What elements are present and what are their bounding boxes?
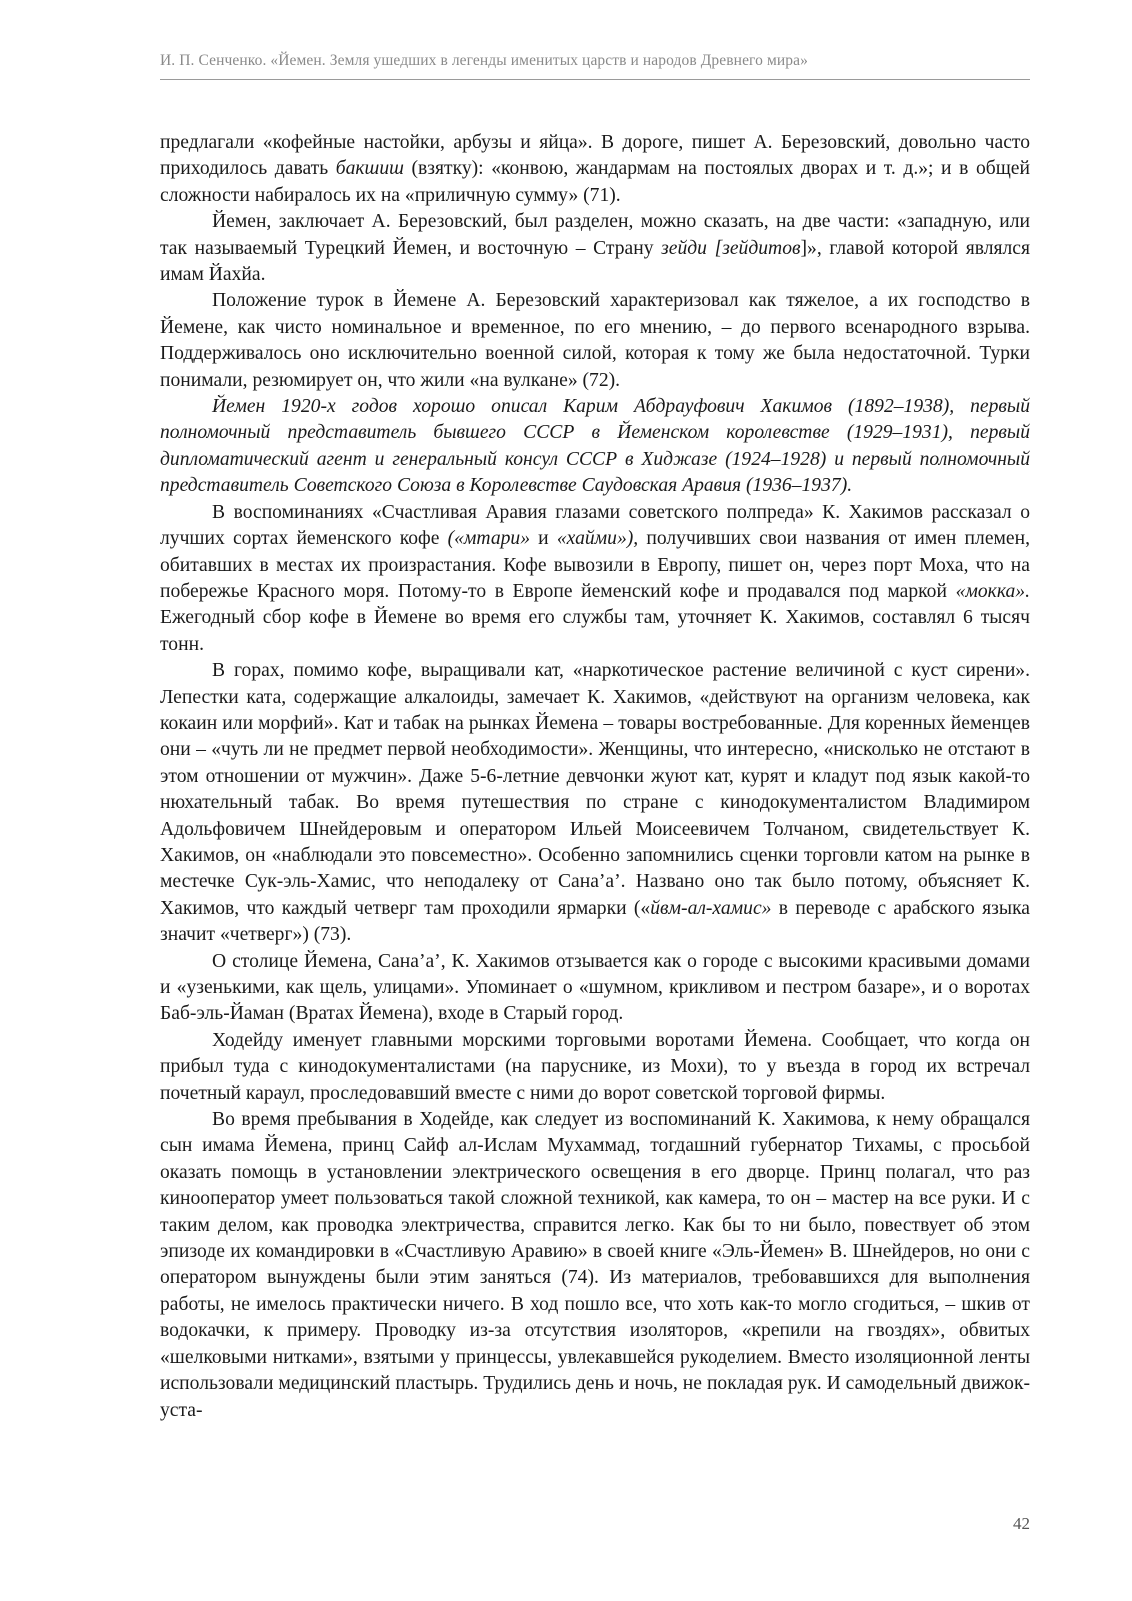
text-run: получивших свои названия от имен племен, обитавших в местах их произрастания. Кофе вывозили в Европу, пишет он, через порт Моха, что на побережье Красного моря. Потому-то в Европе йеменский кофе и продавался под маркой: [160, 528, 1030, 602]
text-run: и: [530, 528, 557, 550]
text-run: Во время пребывания в Ходейде, как следует из воспоминаний К. Хакимова, к нему обращался сын имама Йемена, принц Сайф ал-Ислам Мухаммад, тогдашний губернатор Тихамы, с просьбой оказать помощь в установлении электрического освещения в его дворце. Принц полагал, что раз кинооператор умеет пользоваться такой сложной техникой, как камера, то он – мастер на все руки. И с таким делом, как проводка электричества, справится легко. Как бы то ни было, повествует об этом эпизоде их командировки в «Счастливую Аравию» в своей книге «Эль-Йемен» В. Шнейдеров, но они с оператором вынуждены были этим заняться (74). Из материалов, требовавшихся для выполнения работы, не имелось практически ничего. В ход пошло все, что хоть как-то могло сгодиться, – шкив от водокачки, к примеру. Проводку из-за отсутствия изоляторов, «крепили на гвоздях», обвитых «шелковыми нитками», взятыми у принцессы, увлекавшейся рукоделием. Вместо изоляционной ленты использовали медицинский пластырь. Трудились день и ночь, не покладая рук. И самодельный движок-уста-: [160, 1109, 1030, 1421]
text-run: предлагали «кофейные настойки, арбузы и яйца». В дороге, пишет А. Березовский, довольно часто приходилось давать: [160, 132, 1030, 180]
italic-text: йвм-ал-хамис»: [650, 897, 772, 919]
paragraph: [160, 949, 1030, 1028]
paragraph: [160, 658, 1030, 948]
italic-text: «мокка».: [955, 580, 1030, 602]
paragraph: [160, 394, 1030, 500]
running-header: И. П. Сенченко. «Йемен. Земля ушедших в легенды именитых царств и народов Древнего мира»: [160, 52, 808, 69]
paragraph: [160, 209, 1030, 288]
text-run: Положение турок в Йемене А. Березовский характеризовал как тяжелое, а их господство в Йемене, как чисто номинальное и временное, по его мнению, – до первого всенародного взрыва. Поддерживалось оно исключительно военной силой, которая к тому же была недостаточной. Турки понимали, резюмирует он, что жили «на вулкане» (72).: [160, 290, 1030, 391]
paragraph: [160, 130, 1030, 209]
text-run: ]», главой которой являлся имам Йахйа.: [160, 237, 1030, 286]
italic-text: бакшиш: [335, 158, 404, 180]
paragraph: [160, 1107, 1030, 1424]
text-run: Йемен 1920-х годов хорошо описал Карим Абдрауфович Хакимов (1892–1938), первый полномочный представитель бывшего СССР в Йеменском королевстве (1929–1931), первый дипломатический агент и генеральный консул СССР в Хиджазе (1924–1928) и первый полномочный представитель Советского Союза в Королевстве Саудовская Аравия (1936–1937).: [160, 396, 1030, 497]
body-text: [160, 130, 1030, 1424]
text-run: Ежегодный сбор кофе в Йемене во время его службы там, уточняет К. Хакимов, составлял 6 тысяч тонн.: [160, 607, 1030, 655]
page-number: 42: [1013, 1514, 1030, 1533]
text-run: О столице Йемена, Сана’а’, К. Хакимов отзывается как о городе с высокими красивыми домами и «узенькими, как щель, улицами». Упоминает о «шумном, крикливом и пестром базаре», и о воротах Баб-эль-Йаман (Вратах Йемена), входе в Старый город.: [160, 950, 1030, 1025]
text-run: В воспоминаниях «Счастливая Аравия глазами советского полпреда» К. Хакимов рассказал о лучших сортах йеменского кофе: [160, 501, 1030, 550]
italic-text: зейди [зейдитов: [661, 237, 801, 259]
paragraph: [160, 500, 1030, 658]
paragraph: [160, 288, 1030, 394]
italic-text: «хайми»),: [556, 528, 639, 550]
text-run: в переводе с арабского языка значит «четверг») (73).: [160, 897, 1030, 946]
italic-text: («мтари»: [447, 528, 531, 550]
text-run: В горах, помимо кофе, выращивали кат, «наркотическое растение величиной с куст сирени». Лепестки ката, содержащие алкалоиды, замечает К. Хакимов, «действуют на организм человека, как кокаин или морфий». Кат и табак на рынках Йемена – товары востребованные. Для коренных йеменцев они – «чуть ли не предмет первой необходимости». Женщины, что интересно, «нисколько не отстают в этом отношении от мужчин». Даже 5-6-летние девчонки жуют кат, курят и кладут под язык какой-то нюхательный табак. Во время путешествия по стране с кинодокументалистом Владимиром Адольфовичем Шнейдеровым и оператором Ильей Моисеевичем Толчаном, свидетельствует К. Хакимов, он «наблюдали это повсеместно». Особенно запомнились сценки торговли катом на рынке в местечке Сук-эль-Хамис, что неподалеку от Сана’а’. Названо оно так было потому, объясняет К. Хакимов, что каждый четверг там проходили ярмарки («: [160, 660, 1030, 919]
text-run: Ходейду именует главными морскими торговыми воротами Йемена. Сообщает, что когда он прибыл туда с кинодокументалистами (на паруснике, из Мохи), то у въезда в город их встречал почетный караул, проследовавший вместе с ними до ворот советской торговой фирмы.: [160, 1029, 1030, 1104]
text-run: Йемен, заключает А. Березовский, был разделен, можно сказать, на две части: «западную, или так называемый Турецкий Йемен, и восточную – Страну: [160, 211, 1030, 259]
header-divider: [160, 79, 1030, 80]
paragraph: [160, 1028, 1030, 1107]
text-run: (взятку): «конвою, жандармам на постоялых дворах и т. д.»; и в общей сложности набиралось их на «приличную сумму» (71).: [160, 158, 1030, 206]
